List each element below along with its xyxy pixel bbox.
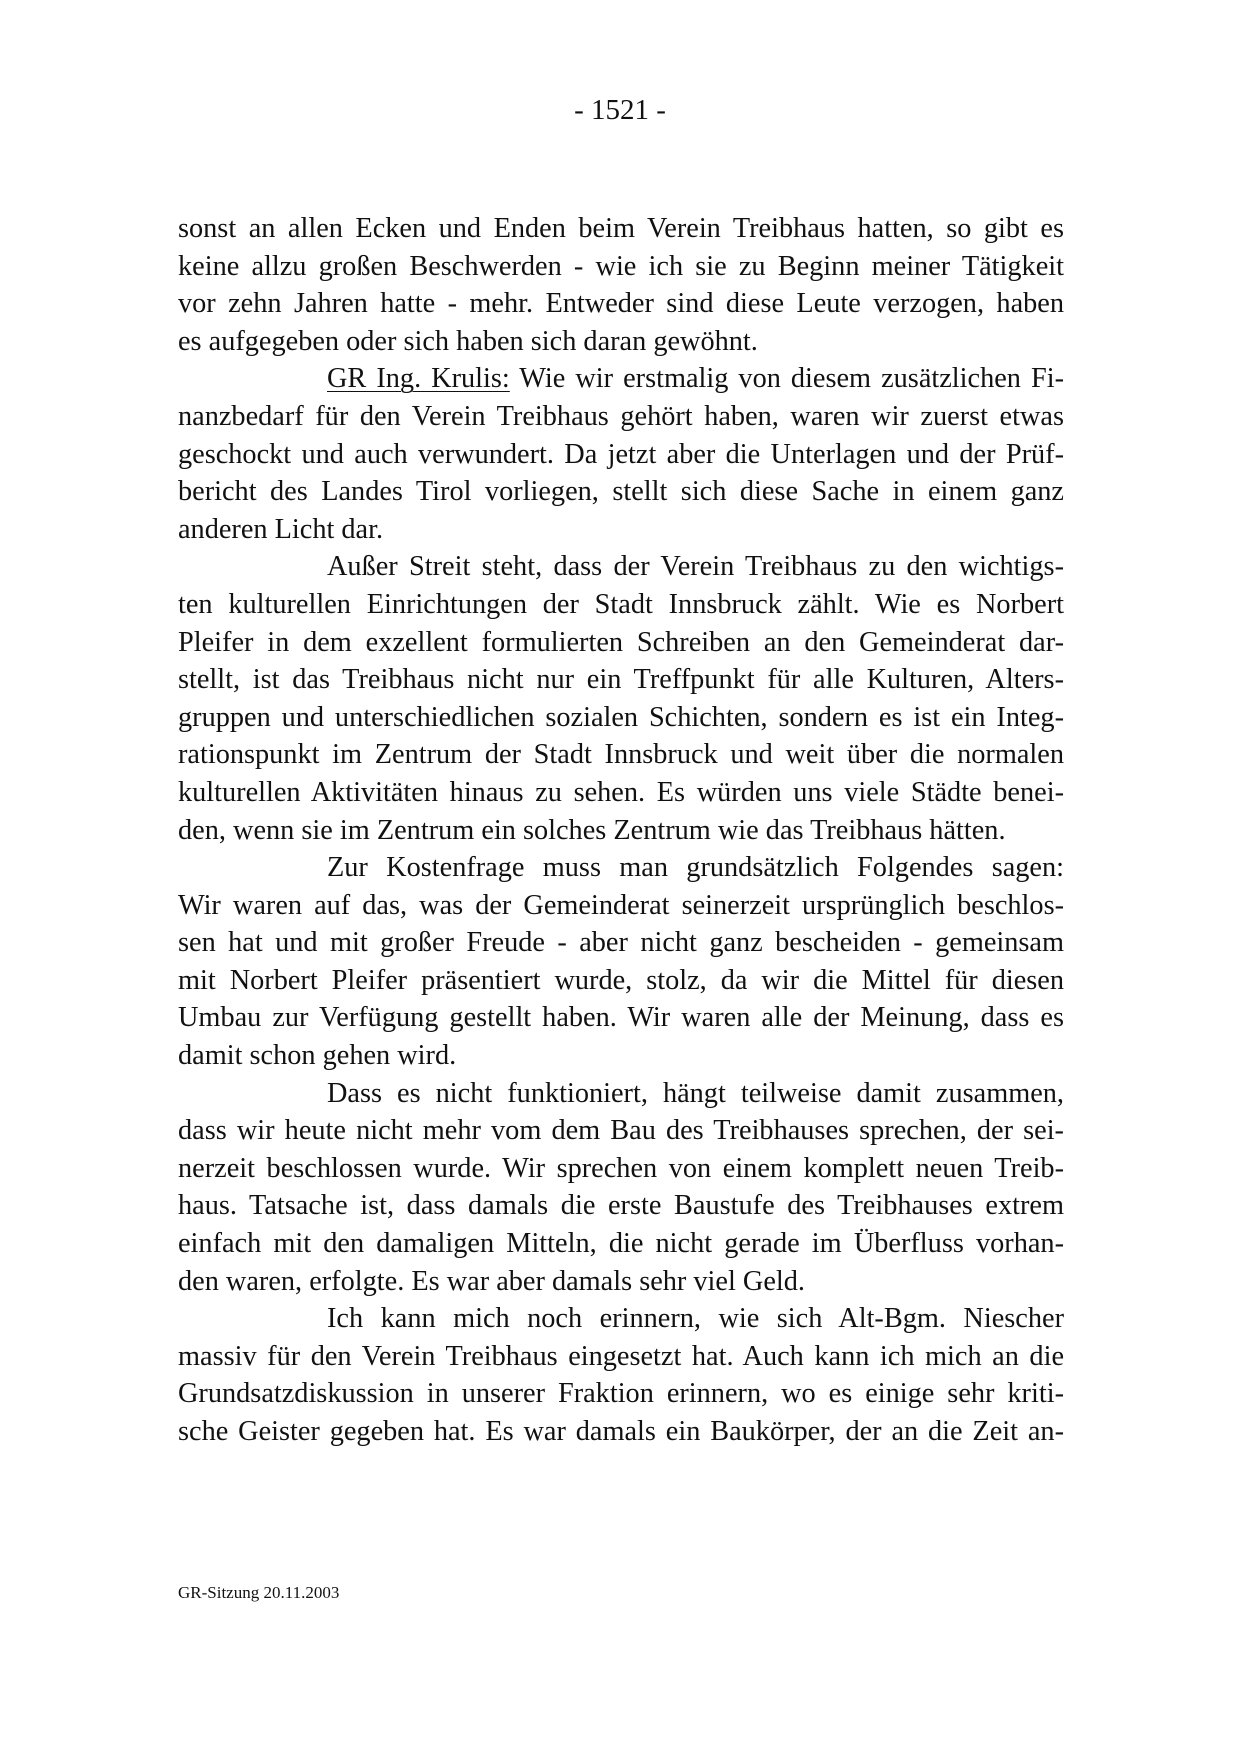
text-line: damit schon gehen wird. — [178, 1040, 457, 1072]
text-line: sonst an allen Ecken und Enden beim Verein Treibhaus hatten, so gibt es — [178, 213, 1064, 244]
text-line: den waren, erfolgte. Es war aber damals sehr viel Geld. — [178, 1265, 805, 1297]
text-line: ten kulturellen Einrichtungen der Stadt Innsbruck zählt. Wie es Norbert — [178, 588, 1064, 620]
paragraph-5 — [178, 1075, 1064, 1301]
footer-session-date: GR-Sitzung 20.11.2003 — [178, 1583, 340, 1602]
text-line: sche Geister gegeben hat. Es war damals ein Baukörper, der an die Zeit an- — [178, 1416, 1064, 1447]
text-line: Umbau zur Verfügung gestellt haben. Wir waren alle der Meinung, dass es — [178, 1002, 1064, 1034]
text-line: Dass es nicht funktioniert, hängt teilweise damit zusammen, — [327, 1077, 1064, 1109]
paragraph-4 — [178, 849, 1064, 1075]
text-line: rationspunkt im Zentrum der Stadt Innsbruck und weit über die normalen — [178, 739, 1064, 771]
text-line: Außer Streit steht, dass der Verein Treibhaus zu den wichtigs- — [327, 551, 1064, 583]
text-line: Zur Kostenfrage muss man grundsätzlich Folgendes sagen: — [327, 852, 1064, 884]
text-line: vor zehn Jahren hatte - mehr. Entweder sind diese Leute verzogen, haben — [178, 288, 1064, 320]
text-line: sen hat und mit großer Freude - aber nicht ganz bescheiden - gemeinsam — [178, 927, 1064, 959]
text-line: einfach mit den damaligen Mitteln, die nicht gerade im Überfluss vorhan- — [178, 1228, 1064, 1260]
page-number: - 1521 - — [574, 94, 666, 126]
text-line: den, wenn sie im Zentrum ein solches Zentrum wie das Treibhaus hätten. — [178, 814, 1006, 846]
paragraph-6 — [178, 1300, 1064, 1450]
text-line: mit Norbert Pleifer präsentiert wurde, stolz, da wir die Mittel für diesen — [178, 964, 1064, 996]
text-line: massiv für den Verein Treibhaus eingesetzt hat. Auch kann ich mich an die — [178, 1340, 1064, 1372]
text-line: dass wir heute nicht mehr vom dem Bau des Treibhauses sprechen, der sei- — [178, 1115, 1064, 1147]
speaker-name: GR Ing. Krulis: — [327, 363, 510, 395]
text-line: Ich kann mich noch erinnern, wie sich Alt-Bgm. Niescher — [327, 1303, 1064, 1335]
text-line: Grundsatzdiskussion in unserer Fraktion erinnern, wo es einige sehr kriti- — [178, 1378, 1064, 1410]
text-line: anderen Licht dar. — [178, 513, 384, 545]
text-line: nanzbedarf für den Verein Treibhaus gehört haben, waren wir zuerst etwas — [178, 400, 1064, 432]
speaker-line — [178, 360, 1064, 398]
text-line: haus. Tatsache ist, dass damals die erste Baustufe des Treibhauses extrem — [178, 1190, 1064, 1222]
text-line: es aufgegeben oder sich haben sich daran gewöhnt. — [178, 325, 758, 357]
text-line: bericht des Landes Tirol vorliegen, stellt sich diese Sache in einem ganz — [178, 476, 1064, 508]
text-line: geschockt und auch verwundert. Da jetzt aber die Unterlagen und der Prüf- — [178, 438, 1064, 470]
paragraph-1 — [178, 210, 1064, 360]
text-line: Wir waren auf das, was der Gemeinderat seinerzeit ursprünglich beschlos- — [178, 889, 1064, 921]
paragraph-2 — [178, 360, 1064, 548]
text-line: stellt, ist das Treibhaus nicht nur ein Treffpunkt für alle Kulturen, Alters- — [178, 664, 1064, 696]
text-line: nerzeit beschlossen wurde. Wir sprechen von einem komplett neuen Treib- — [178, 1152, 1064, 1184]
body-text — [178, 210, 1064, 1451]
text-line: gruppen und unterschiedlichen sozialen Schichten, sondern es ist ein Integ- — [178, 701, 1064, 733]
text-line: kulturellen Aktivitäten hinaus zu sehen. Es würden uns viele Städte benei- — [178, 776, 1064, 808]
text-line: Pleifer in dem exzellent formulierten Schreiben an den Gemeinderat dar- — [178, 626, 1064, 658]
text-line: keine allzu großen Beschwerden - wie ich sie zu Beginn meiner Tätigkeit — [178, 250, 1064, 282]
paragraph-3 — [178, 548, 1064, 849]
speaker-line-text: Wie wir erstmalig von diesem zusätzlichen Fi- — [509, 363, 1064, 395]
